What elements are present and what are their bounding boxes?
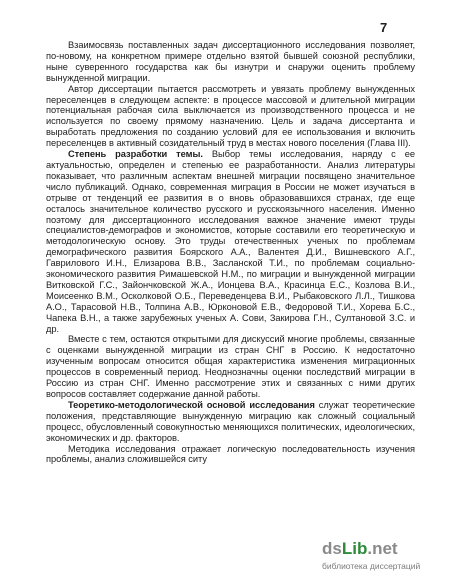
paragraph-text: Автор диссертации пытается рассмотреть и увязать проблему вынужденных переселенцев в следующем аспекте: в процессе массовой и длительной миграции потенциальная рабочая сила выключается из производственного процесса и не используется по своему прямому назначению. Цель и задача диссертанта и выработать предложения по созданию условий для ее использования и включить переселенцев в активный созидательный труд в местах нового поселения (Глава III).	[46, 83, 415, 149]
paragraph-author-aim	[46, 84, 415, 149]
paragraph-methodological-basis	[46, 400, 415, 444]
paragraph-open-problems	[46, 334, 415, 399]
paragraph-interrelation	[46, 40, 415, 84]
paragraph-degree-of-development	[46, 149, 415, 334]
dslib-logo: dsLib.net	[322, 539, 398, 558]
dslib-caption: библиотека диссертаций	[322, 561, 421, 571]
page-number: 7	[380, 20, 388, 35]
paragraph-text: Вместе с тем, остаются открытыми для дискуссий многие проблемы, связанные с оценками вынужденной миграции из стран СНГ в Россию. К недостаточно изученным вопросам относится общая характеристика изменения миграционных процессов в современный период. Неоднозначны оценки последствий миграции в Россию из стран СНГ. Именно рассмотрение этих и связанных с ними других вопросов составляет содержание данной работы.	[46, 334, 415, 399]
paragraph-lead: Степень разработки темы.	[68, 149, 203, 160]
dslib-watermark	[322, 539, 440, 575]
paragraph-text: Методика исследования отражает логическую последовательность изучения проблемы, анализ сложившейся ситу	[46, 443, 415, 465]
paragraph-research-method	[46, 444, 415, 466]
paragraph-lead: Теоретико-методологической основой исследования	[68, 399, 315, 410]
paragraph-text: Выбор темы исследования, наряду с ее актуальностью, определен и степенью ее разработанности. Анализ литературы показывает, что различным аспектам внешней миграции посвящено значительное число публикаций. Однако, современная миграция в России не может изучаться в отрыве от тенденций ее развития в о вновь образовавшихся странах, где еще осталось значительное количество русского и русскоязычного населения. Именно поэтому для диссертационного исследования важное значение имеют труды специалистов-демографов и экономистов, которые составили его теоретическую и методологическую основу. Это труды отечественных ученых по проблемам демографического развития Боярского А.А., Валентея Д.И., Вишневского А.Г., Гаврилового И.Н., Елизарова В.В., Засланской Т.И., по проблемам социально-экономического развития Римашевской Н.М., по миграции и вынужденной миграции Витковской Г.С., Зайончковской Ж.А., Ионцева В.А., Красинца Е.С., Козлова В.И., Моисеенко В.М., Осколковой О.Б., Переведенцева В.И., Рыбаковского Л.Л., Тишкова А.О., Тарасовой Н.В., Толпина А.В., Юрконовой Е.В., Федоровой Т.И., Хорева Б.С., Чапека В.Н., а также зарубежных ученых А. Сови, Закирова Г.Н., Султановой З.С. и др.	[46, 149, 415, 334]
paragraph-text: служат теоретические положения, представляющие вынужденную миграцию как сложный социальный процесс, обусловленный совокупностью меняющихся политических, идеологических, экономических и др. факторов.	[46, 399, 415, 443]
document-body	[46, 40, 415, 465]
paragraph-text: Взаимосвязь поставленных задач диссертационного исследования позволяет, по-новому, на конкретном примере отдельно взятой бывшей союзной республики, ныне суверенного государства как бы изнутри и снаружи оценить проблему вынужденной миграции.	[46, 40, 415, 83]
